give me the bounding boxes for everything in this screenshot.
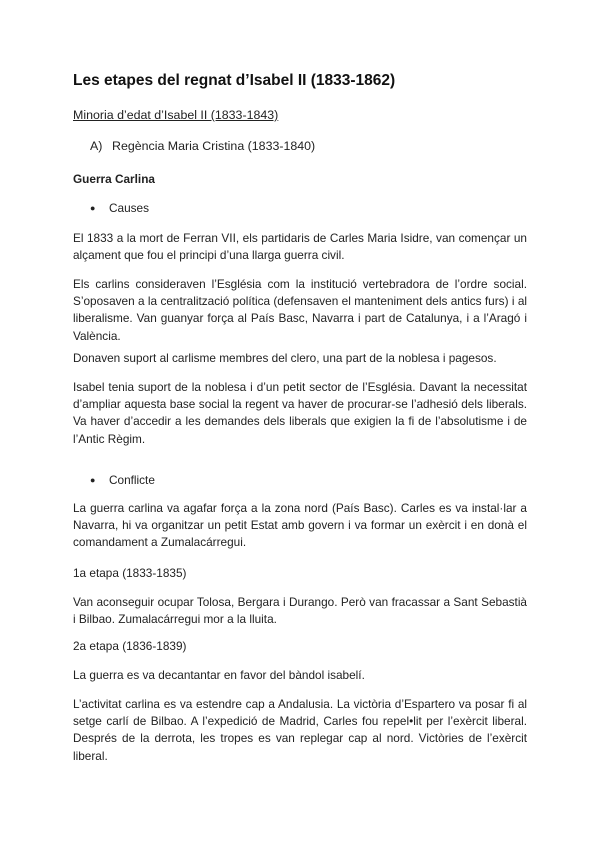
paragraph-causes-1: El 1833 a la mort de Ferran VII, els partidaris de Carles Maria Isidre, van començar un alçament que fou el principi d’una llarga guerra civil. bbox=[73, 231, 527, 263]
bullet-label: Causes bbox=[109, 201, 149, 215]
paragraph-causes-2: Els carlins consideraven l’Església com la institució vertebradora de l’ordre social. S’oposaven a la centralització política (defensaven el manteniment dels antics furs) i al liberalisme. Van guanyar força al País Basc, Navarra i part de Catalunya, i a l’Aragó i València. bbox=[73, 277, 527, 343]
document-title: Les etapes del regnat d’Isabel II (1833-1862) bbox=[73, 72, 396, 89]
heading-guerra-carlina: Guerra Carlina bbox=[73, 172, 155, 186]
etapa-2-label: 2a etapa (1836-1839) bbox=[73, 639, 187, 653]
paragraph-causes-3: Donaven suport al carlisme membres del clero, una part de la noblesa i pagesos. bbox=[73, 351, 497, 365]
bullet-dot-icon: ● bbox=[90, 475, 96, 485]
bullet-label: Conflicte bbox=[109, 473, 155, 487]
etapa-1-text: Van aconseguir ocupar Tolosa, Bergara i Durango. Però van fracassar a Sant Sebastià i Bilbao. Zumalacárregui mor a la lluita. bbox=[73, 595, 527, 627]
bullet-conflicte bbox=[90, 473, 155, 487]
bullet-causes bbox=[90, 201, 149, 215]
list-marker: A) bbox=[90, 139, 103, 153]
paragraph-conflicte: La guerra carlina va agafar força a la zona nord (País Basc). Carles es va instal·lar a Navarra, hi va organitzar un petit Estat amb govern i va formar un exèrcit i en donà el comandament a Zumalacárregui. bbox=[73, 501, 527, 550]
etapa-2-text-1: La guerra es va decantantar en favor del bàndol isabelí. bbox=[73, 668, 365, 682]
bullet-dot-icon: ● bbox=[90, 203, 96, 213]
list-item-a bbox=[90, 139, 315, 153]
etapa-2-text-2: L’activitat carlina es va estendre cap a Andalusia. La victòria d’Espartero va posar fi al setge carlí de Bilbao. A l’expedició de Madrid, Carles fou repel•lit per l’exèrcit liberal. Després de la derrota, les tropes es van replegar cap al nord. Victòries de l’exèrcit liberal. bbox=[73, 697, 527, 763]
list-item-label: Regència Maria Cristina (1833-1840) bbox=[112, 139, 316, 153]
section-subtitle: Minoria d’edat d’Isabel II (1833-1843) bbox=[73, 108, 279, 122]
paragraph-causes-4: Isabel tenia suport de la noblesa i d’un petit sector de l’Església. Davant la necessitat d’ampliar aquesta base social la regent va haver de procurar-se l’adhesió dels liberals. Va haver d’accedir a les demandes dels liberals que exigien la fi de l’absolutisme i de l’Antic Règim. bbox=[73, 380, 527, 446]
etapa-1-label: 1a etapa (1833-1835) bbox=[73, 566, 187, 580]
